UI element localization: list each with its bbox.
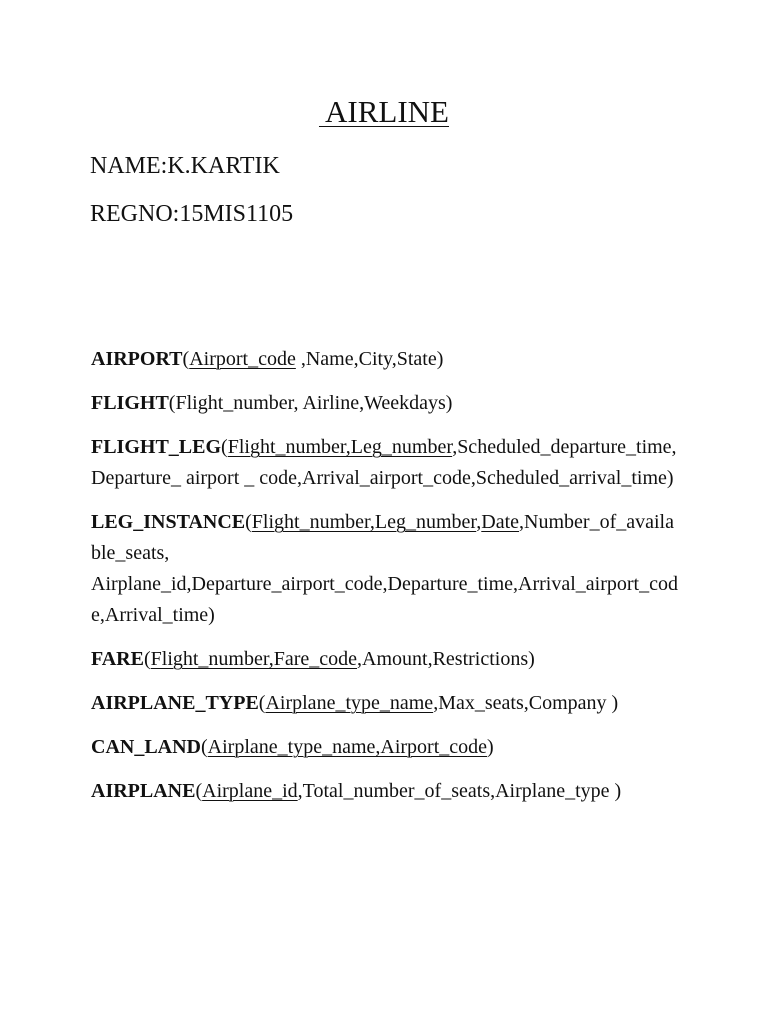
relational-schema-list <box>91 344 683 820</box>
primary-key-attributes: Airplane_type_name <box>265 692 434 714</box>
attribute-list: ,Total_number_of_seats,Airplane_type ) <box>297 780 622 802</box>
relation-name: FARE <box>91 648 144 670</box>
document-title: AIRLINE <box>318 94 449 129</box>
attribute-list: ( <box>221 436 228 458</box>
primary-key-attributes: Flight_number,Leg_number <box>251 511 477 533</box>
primary-key-attributes: Flight_number,Fare_code <box>150 648 358 670</box>
schema-flight <box>91 388 683 419</box>
schema-leg-instance <box>91 507 683 631</box>
attribute-list: ,Name,City,State) <box>295 348 444 370</box>
relation-name: LEG_INSTANCE <box>91 511 246 533</box>
primary-key-attributes: Airport_code <box>189 348 296 370</box>
attribute-list: ( <box>195 780 203 802</box>
relation-name: AIRPORT <box>91 348 183 370</box>
schema-airplane <box>91 776 683 807</box>
attribute-list: ,Amount,Restrictions) <box>357 648 535 670</box>
registration-number: REGNO:15MIS1105 <box>90 201 294 227</box>
attribute-list: ( <box>182 348 190 370</box>
attribute-list: ,Scheduled_departure_time,Departure_ airport _ code,Arrival_airport_code,Scheduled_arrival_time) <box>91 436 677 489</box>
schema-fare <box>91 644 683 675</box>
attribute-list: ) <box>487 736 494 758</box>
attribute-list: ( <box>245 511 252 533</box>
schema-flight-leg <box>91 432 683 494</box>
relation-name: FLIGHT_LEG <box>91 436 222 458</box>
primary-key-attributes: Airplane_id <box>202 780 298 802</box>
schema-can-land <box>91 732 683 763</box>
relation-name: FLIGHT <box>91 392 169 414</box>
attribute-list: ( <box>201 736 208 758</box>
primary-key-attributes: Airplane_type_name,Airport_code <box>207 736 488 758</box>
attribute-list: (Flight_number, Airline,Weekdays) <box>168 392 453 414</box>
attribute-list: ,Number_of_available_seats, Airplane_id,Departure_airport_code,Departure_time,Arrival_airport_code,Arrival_time) <box>91 511 678 626</box>
primary-key-attributes: Flight_number,Leg_number <box>227 436 453 458</box>
relation-name: AIRPLANE_TYPE <box>91 692 259 714</box>
attribute-list: ,Max_seats,Company ) <box>433 692 619 714</box>
attribute-list: , <box>476 511 482 533</box>
schema-airport <box>91 344 683 375</box>
primary-key-attributes: Date <box>481 511 520 533</box>
attribute-list: ( <box>258 692 266 714</box>
relation-name: CAN_LAND <box>91 736 201 758</box>
attribute-list: ( <box>143 648 151 670</box>
student-name: NAME:K.KARTIK <box>90 153 280 179</box>
relation-name: AIRPLANE <box>91 780 196 802</box>
schema-airplane-type <box>91 688 683 719</box>
